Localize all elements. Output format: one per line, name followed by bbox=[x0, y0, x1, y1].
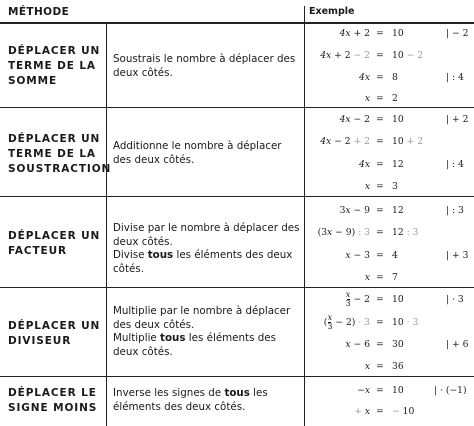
equation-rhs: 36 bbox=[392, 361, 404, 372]
method-row bbox=[0, 108, 474, 196]
method-name: DÉPLACER UN FACTEUR bbox=[8, 230, 101, 257]
equals-sign: = bbox=[376, 28, 384, 39]
equation-line bbox=[304, 50, 474, 64]
equation-lhs: 4x − 2 bbox=[339, 114, 370, 125]
operation-note: | : 4 bbox=[446, 72, 464, 83]
equation-rhs: 10 − 2 bbox=[392, 50, 424, 61]
equation-lhs: ( $\frac{x}{3}$ − 2) · 3 bbox=[323, 313, 370, 331]
equation-rhs: 10 · 3 bbox=[392, 317, 419, 328]
equals-sign: = bbox=[376, 250, 384, 261]
operation-note: | + 2 bbox=[446, 114, 469, 125]
equation-rhs: 10 bbox=[392, 294, 404, 305]
equation-rhs: 10 bbox=[392, 114, 404, 125]
equation-rhs: 12 : 3 bbox=[392, 227, 419, 238]
equation-lhs: x bbox=[364, 272, 370, 283]
method-row bbox=[0, 377, 474, 426]
equation-rhs: 10 bbox=[392, 385, 404, 396]
equals-sign: = bbox=[376, 136, 384, 147]
equals-sign: = bbox=[376, 406, 384, 417]
description-line: Multiplie tous les éléments des deux côtés. bbox=[113, 332, 276, 358]
equals-sign: = bbox=[376, 93, 384, 104]
operation-note: | − 2 bbox=[446, 28, 469, 39]
equation-lhs: 4x bbox=[358, 72, 370, 83]
method-name: DÉPLACER UN TERME DE LA SOMME bbox=[8, 45, 101, 87]
operation-note: | + 3 bbox=[446, 250, 469, 261]
description-line: Divise par le nombre à déplacer des deux côtés. bbox=[113, 222, 300, 248]
equation-rhs: 12 bbox=[392, 159, 404, 170]
equation-line bbox=[304, 93, 474, 107]
operation-note: | : 3 bbox=[446, 205, 464, 216]
equation-line bbox=[304, 290, 474, 308]
method-name: DÉPLACER LE SIGNE MOINS bbox=[8, 387, 98, 414]
equals-sign: = bbox=[376, 159, 384, 170]
equation-line bbox=[304, 136, 474, 150]
equals-sign: = bbox=[376, 50, 384, 61]
equation-line bbox=[304, 114, 474, 128]
method-name: DÉPLACER UN TERME DE LA SOUSTRACTION bbox=[8, 133, 112, 175]
equation-lhs: −x bbox=[357, 385, 370, 396]
method-name: DÉPLACER UN DIVISEUR bbox=[8, 320, 101, 347]
equation-lhs: + x bbox=[354, 406, 370, 417]
equation-lhs: 4x − 2 + 2 bbox=[320, 136, 370, 147]
operation-note: | : 4 bbox=[446, 159, 464, 170]
equation-lhs: 4x + 2 bbox=[339, 28, 370, 39]
equation-line bbox=[304, 159, 474, 173]
equation-line bbox=[304, 250, 474, 264]
operation-note: | · (−1) bbox=[434, 385, 467, 396]
equation-lhs: x − 6 bbox=[345, 339, 370, 350]
equation-lhs: 4x bbox=[358, 159, 370, 170]
operation-note: | + 6 bbox=[446, 339, 469, 350]
equation-line bbox=[304, 361, 474, 375]
equation-lhs: (3x − 9) : 3 bbox=[317, 227, 370, 238]
equation-rhs: 7 bbox=[392, 272, 398, 283]
equation-line bbox=[304, 313, 474, 331]
method-row bbox=[0, 197, 474, 287]
method-description bbox=[113, 53, 303, 80]
method-row bbox=[0, 23, 474, 107]
equals-sign: = bbox=[376, 72, 384, 83]
description-line: Divise tous les éléments des deux côtés. bbox=[113, 249, 293, 275]
equation-line bbox=[304, 181, 474, 195]
equals-sign: = bbox=[376, 385, 384, 396]
method-row bbox=[0, 288, 474, 376]
example-header: Exemple bbox=[309, 6, 355, 17]
equals-sign: = bbox=[376, 339, 384, 350]
equals-sign: = bbox=[376, 181, 384, 192]
equals-sign: = bbox=[376, 114, 384, 125]
method-description bbox=[113, 387, 303, 414]
equals-sign: = bbox=[376, 227, 384, 238]
equals-sign: = bbox=[376, 361, 384, 372]
equals-sign: = bbox=[376, 272, 384, 283]
method-header: MÉTHODE bbox=[8, 6, 70, 18]
description-line: Inverse les signes de tous les éléments des deux côtés. bbox=[113, 387, 268, 413]
description-line: Soustrais le nombre à déplacer des deux côtés. bbox=[113, 53, 296, 79]
equation-line bbox=[304, 406, 474, 420]
equation-rhs: 10 bbox=[392, 28, 404, 39]
equals-sign: = bbox=[376, 294, 384, 305]
equation-line bbox=[304, 28, 474, 42]
equation-rhs: 4 bbox=[392, 250, 398, 261]
equation-rhs: 10 + 2 bbox=[392, 136, 424, 147]
equation-rhs: 30 bbox=[392, 339, 404, 350]
equals-sign: = bbox=[376, 317, 384, 328]
equation-rhs: 8 bbox=[392, 72, 398, 83]
method-description bbox=[113, 222, 303, 276]
equation-lhs: 3x − 9 bbox=[339, 205, 370, 216]
equation-rhs: 12 bbox=[392, 205, 404, 216]
method-description bbox=[113, 305, 303, 359]
equation-lhs: $\frac{x}{3}$ − 2 bbox=[345, 290, 370, 308]
equation-line bbox=[304, 72, 474, 86]
equation-lhs: x bbox=[364, 181, 370, 192]
equation-line bbox=[304, 272, 474, 286]
description-line: Additionne le nombre à déplacer des deux côtés. bbox=[113, 140, 282, 166]
equation-lhs: x − 3 bbox=[345, 250, 370, 261]
equation-line bbox=[304, 227, 474, 241]
equation-rhs: 2 bbox=[392, 93, 398, 104]
equals-sign: = bbox=[376, 205, 384, 216]
operation-note: | · 3 bbox=[446, 294, 464, 305]
equation-rhs: − 10 bbox=[392, 406, 415, 417]
equation-lhs: 4x + 2 − 2 bbox=[320, 50, 370, 61]
equation-lhs: x bbox=[364, 361, 370, 372]
description-line: Multiplie par le nombre à déplacer des deux côtés. bbox=[113, 305, 291, 331]
method-description bbox=[113, 140, 303, 167]
equation-rhs: 3 bbox=[392, 181, 398, 192]
equation-line bbox=[304, 339, 474, 353]
equation-lhs: x bbox=[364, 93, 370, 104]
equation-line bbox=[304, 385, 474, 399]
equation-line bbox=[304, 205, 474, 219]
